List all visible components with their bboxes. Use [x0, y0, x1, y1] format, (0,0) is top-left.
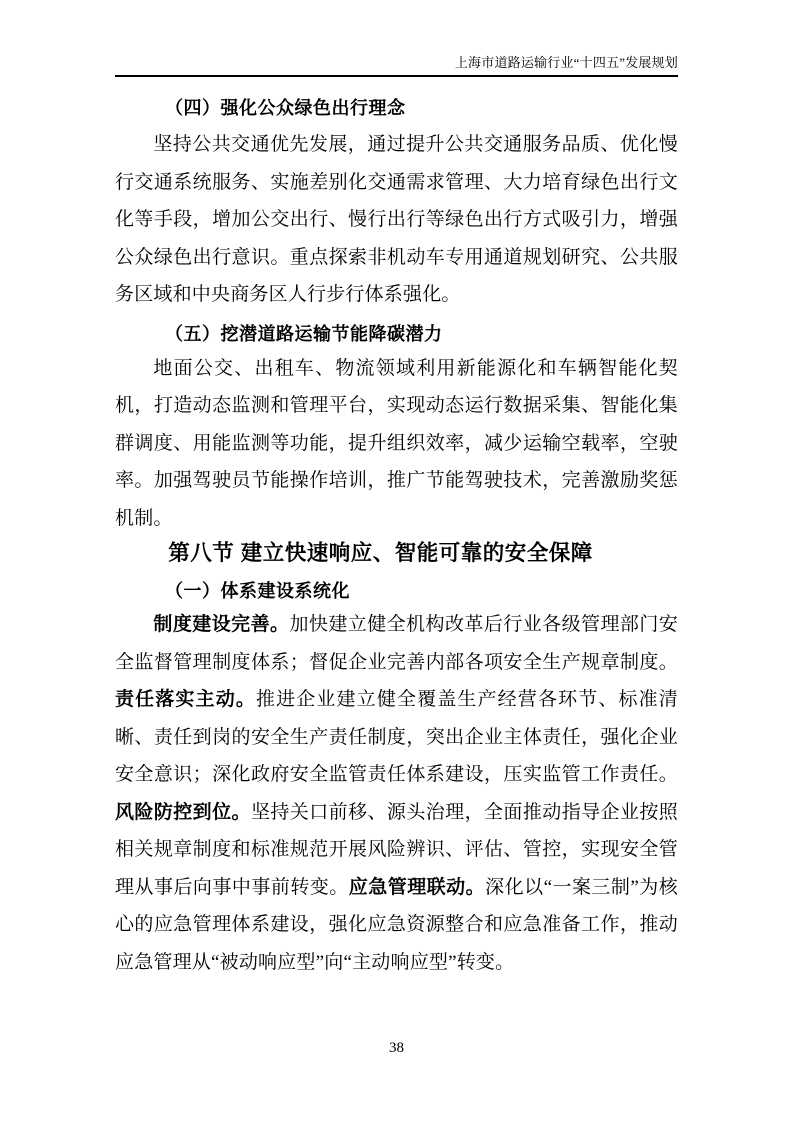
- header-title: 上海市道路运输行业“十四五”发展规划: [454, 55, 678, 70]
- text-run: 深化以“一案三制”为核心的应急管理体系建设，强化应急资源整合和应急准备工作，推动应急管理从“被动响应型”向“主动响应型”转变。: [115, 876, 678, 973]
- page-number: 38: [389, 1040, 404, 1056]
- section-heading-1: （一）体系建设系统化: [165, 581, 350, 601]
- bold-run-institution: 制度建设完善。: [153, 614, 290, 635]
- section-paragraph-1: [115, 606, 678, 981]
- chapter-heading: 第八节 建立快速响应、智能可靠的安全保障: [168, 541, 593, 565]
- text-run: 坚持关口前移、源头治理，全面推动指导企业按照相关规章制度和标准规范开展风险辨识、评估、管控，实现安全管理从事后向事中事前转变。: [115, 801, 678, 898]
- bold-run-emergency: 应急管理联动。: [348, 876, 486, 898]
- section-paragraph-4: 坚持公共交通优先发展，通过提升公共交通服务品质、优化慢行交通系统服务、实施差别化交通需求管理、大力培育绿色出行文化等手段，增加公交出行、慢行出行等绿色出行方式吸引力，增强公众绿色出行意识。重点探索非机动车专用通道规划研究、公共服务区域和中央商务区人行步行体系强化。: [115, 134, 678, 305]
- page-header: [115, 50, 678, 77]
- text-run: 推进企业建立健全覆盖生产经营各环节、标准清晰、责任到岗的安全生产责任制度，突出企业主体责任，强化企业安全意识；深化政府安全监管责任体系建设，压实监管工作责任。: [115, 689, 678, 785]
- section-heading-4: （四）强化公众绿色出行理念: [165, 98, 406, 118]
- bold-run-responsibility: 责任落实主动。: [115, 689, 256, 710]
- bold-run-risk: 风险防控到位。: [115, 801, 251, 823]
- page-content: [115, 77, 678, 981]
- section-heading-5: （五）挖潜道路运输节能降碳潜力: [165, 323, 443, 344]
- text-run: 加快建立健全机构改革后行业各级管理部门安全监督管理制度体系；督促企业完善内部各项安全生产规章制度。: [115, 614, 678, 673]
- section-paragraph-5: 地面公交、出租车、物流领域利用新能源化和车辆智能化契机，打造动态监测和管理平台，实现动态运行数据采集、智能化集群调度、用能监测等功能，提升组织效率，减少运输空载率，空驶率。加强驾驶员节能操作培训，推广节能驾驶技术，完善激励奖惩机制。: [115, 357, 678, 529]
